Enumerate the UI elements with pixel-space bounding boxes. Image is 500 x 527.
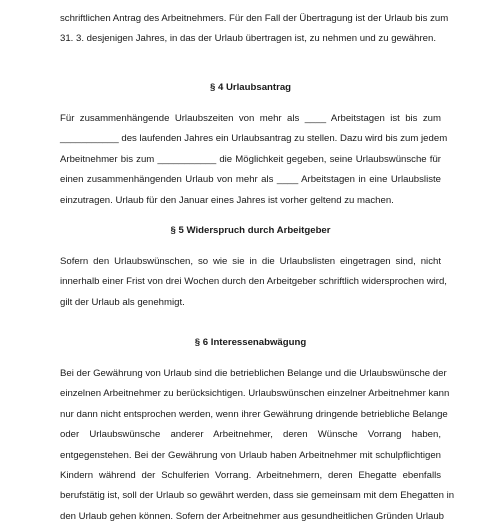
section-4-line: ___________ des laufenden Jahres ein Urlaubsantrag zu stellen. Dazu wird bis zum jedem [60, 133, 448, 145]
intro-line: 31. 3. desjenigen Jahres, in das der Urlaub übertragen ist, zu nehmen und zu gewähren. [60, 33, 436, 45]
intro-line: schriftlichen Antrag des Arbeitnehmers. Für den Fall der Übertragung ist der Urlaub bis zum [60, 13, 449, 24]
section-5-line: gilt der Urlaub als genehmigt. [60, 296, 185, 308]
section-4-line: einen zusammenhängenden Urlaub von mehr als ____ Arbeitstagen in eine Urlaubsliste [60, 174, 441, 186]
section-4-line: Arbeitnehmer bis zum ___________ die Möglichkeit gegeben, seine Urlaubswünsche für [60, 153, 441, 165]
section-5-paragraph [60, 252, 447, 313]
section-6-line: einzelnen Arbeitnehmer zu berücksichtigen. Urlaubswünschen einzelner Arbeitnehmer kann [60, 388, 450, 400]
section-6-line: oder Urlaubswünsche anderer Arbeitnehmer, deren Wünsche Vorrang haben, [60, 429, 441, 441]
section-5-line: Sofern den Urlaubswünschen, so wie sie in die Urlaubslisten eingetragen sind, nicht [60, 256, 441, 267]
section-4-paragraph [60, 109, 448, 211]
section-6-line: Kindern während der Schulferien Vorrang. Arbeitnehmern, deren Ehegatte ebenfalls [60, 470, 441, 482]
intro-paragraph [60, 9, 449, 50]
section-4-line: einzutragen. Urlaub für den Januar eines Jahres ist vorher geltend zu machen. [60, 194, 394, 206]
section-6-line: nur dann nicht entsprochen werden, wenn ihrer Gewährung dringende betriebliche Belange [60, 408, 448, 420]
section-6-line: Bei der Gewährung von Urlaub sind die betrieblichen Belange und die Urlaubswünsche der [60, 368, 447, 379]
section-5-line: innerhalb einer Frist von drei Wochen durch den Arbeitgeber schriftlich widersprochen wird, [60, 276, 447, 288]
section-6-heading: § 6 Interessenabwägung [194, 337, 307, 348]
section-6-paragraph [60, 364, 455, 527]
section-6-line: berufstätig ist, soll der Urlaub so gewährt werden, dass sie gemeinsam mit dem Ehegatten in [60, 490, 455, 502]
section-6-line: entgegenstehen. Bei der Gewährung von Urlaub haben Arbeitnehmer mit schulpflichtigen [60, 449, 441, 461]
section-4-line: Für zusammenhängende Urlaubszeiten von mehr als ____ Arbeitstagen ist bis zum [60, 113, 441, 124]
section-5-heading: § 5 Widerspruch durch Arbeitgeber [170, 225, 331, 236]
section-6-line: den Urlaub gehen können. Sofern der Arbeitnehmer aus gesundheitlichen Gründen Urlaub [60, 510, 445, 522]
section-4-heading: § 4 Urlaubsantrag [209, 82, 292, 93]
